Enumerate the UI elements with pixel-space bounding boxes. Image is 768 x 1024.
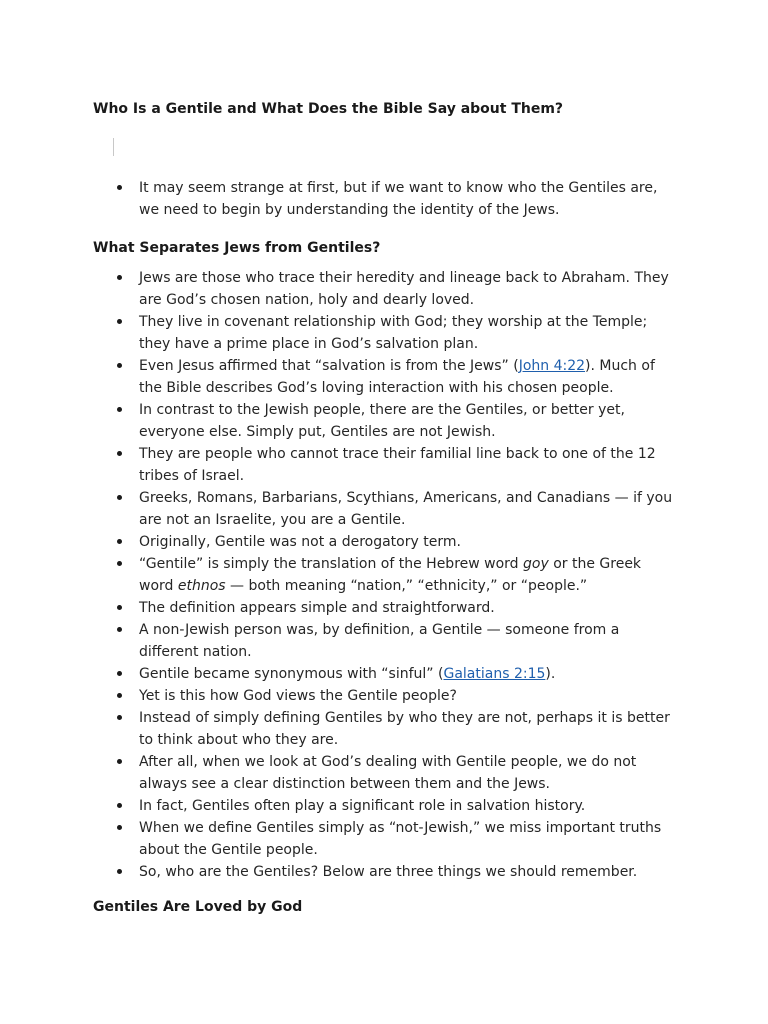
scripture-link-john[interactable]: John 4:22 [518, 358, 586, 374]
list-item: A non-Jewish person was, by definition, a Gentile — someone from a different nation. [139, 619, 679, 663]
list-item: Yet is this how God views the Gentile people? [139, 685, 679, 707]
page-title: Who Is a Gentile and What Does the Bible Say about Them? [93, 101, 564, 117]
scripture-link-galatians[interactable]: Galatians 2:15 [443, 666, 546, 682]
list-item: In fact, Gentiles often play a significant role in salvation history. [139, 795, 679, 817]
list-item-text: ). [545, 666, 556, 682]
list-item-text: — both meaning “nation,” “ethnicity,” or “people.” [225, 578, 588, 594]
list-item-text: Even Jesus affirmed that “salvation is from the Jews” ( [139, 358, 519, 374]
list-item: So, who are the Gentiles? Below are three things we should remember. [139, 861, 679, 883]
list-item-text: or the Greek word [139, 556, 642, 594]
list-item [139, 663, 679, 685]
list-item: Originally, Gentile was not a derogatory term. [139, 531, 679, 553]
section-list [139, 267, 679, 883]
text-cursor [113, 138, 114, 156]
list-item [139, 553, 679, 597]
section-heading-gentiles-loved: Gentiles Are Loved by God [93, 899, 303, 915]
section-heading-jews-gentiles: What Separates Jews from Gentiles? [93, 240, 381, 256]
list-item-text: “Gentile” is simply the translation of the Hebrew word [139, 556, 524, 572]
hebrew-term: goy [523, 556, 549, 572]
list-item: Instead of simply defining Gentiles by who they are not, perhaps it is better to think about who they are. [139, 707, 679, 751]
list-item: Jews are those who trace their heredity and lineage back to Abraham. They are God’s chosen nation, holy and dearly loved. [139, 267, 679, 311]
list-item: They live in covenant relationship with God; they worship at the Temple; they have a prime place in God’s salvation plan. [139, 311, 679, 355]
list-item: Greeks, Romans, Barbarians, Scythians, Americans, and Canadians — if you are not an Israelite, you are a Gentile. [139, 487, 679, 531]
list-item: It may seem strange at first, but if we want to know who the Gentiles are, we need to begin by understanding the identity of the Jews. [139, 177, 679, 221]
list-item: In contrast to the Jewish people, there are the Gentiles, or better yet, everyone else. Simply put, Gentiles are not Jewish. [139, 399, 679, 443]
list-item: The definition appears simple and straightforward. [139, 597, 679, 619]
intro-list [139, 177, 679, 221]
list-item: They are people who cannot trace their familial line back to one of the 12 tribes of Israel. [139, 443, 679, 487]
list-item: When we define Gentiles simply as “not-Jewish,” we miss important truths about the Gentile people. [139, 817, 679, 861]
list-item: After all, when we look at God’s dealing with Gentile people, we do not always see a clear distinction between them and the Jews. [139, 751, 679, 795]
list-item-text: ). Much of the Bible describes God’s loving interaction with his chosen people. [139, 358, 655, 396]
greek-term: ethnos [177, 578, 226, 594]
list-item-text: Gentile became synonymous with “sinful” ( [139, 666, 444, 682]
list-item [139, 355, 679, 399]
